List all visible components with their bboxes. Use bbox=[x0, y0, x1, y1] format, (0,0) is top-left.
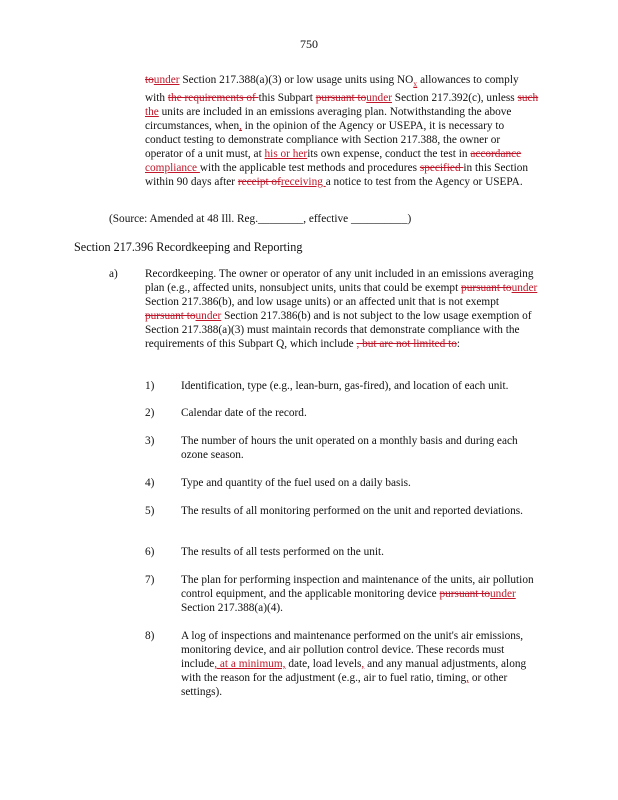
text: this Subpart bbox=[258, 92, 316, 105]
deleted-text: specified bbox=[419, 162, 464, 175]
inserted-text: the bbox=[145, 106, 159, 119]
text: Section 217.388(a)(3) or low usage units using NO bbox=[179, 74, 414, 86]
deleted-text: pursuant to bbox=[439, 588, 491, 600]
inserted-text: compliance bbox=[145, 162, 200, 175]
text: in this Section within 90 days after bbox=[145, 162, 529, 189]
text: : bbox=[456, 338, 461, 350]
text: Section 217.386(b), and low usage units) or an affected unit that is not exempt bbox=[145, 296, 499, 308]
text: Section 217.388(a)(4). bbox=[181, 602, 283, 614]
text: its own expense, conduct the test in bbox=[307, 148, 471, 161]
text: or other settings). bbox=[181, 672, 508, 698]
list-item: Calendar date of the record. bbox=[181, 407, 307, 419]
list-item-number: 1) bbox=[145, 380, 155, 392]
subsection-recordkeeping bbox=[145, 267, 540, 351]
text: in the opinion of the Agency or USEPA, it is necessary to conduct testing to demonstrate compliance with Section 217.388, the owner or operator of a unit must, at bbox=[145, 120, 505, 161]
changed-text: his or her bbox=[264, 148, 308, 161]
list-item: Identification, type (e.g., lean-burn, gas-fired), and location of each unit. bbox=[181, 380, 509, 392]
deleted-text: , but are not limited to bbox=[356, 338, 457, 350]
list-item-number: 5) bbox=[145, 505, 155, 517]
text: The plan for performing inspection and maintenance of the units, air pollution control equipment, and the applicable monitoring device bbox=[181, 574, 534, 600]
list-item-number: 8) bbox=[145, 630, 155, 642]
text: Section 217.392(c), unless bbox=[391, 92, 518, 105]
inserted-text: under bbox=[153, 74, 180, 86]
list-item-number: 7) bbox=[145, 574, 155, 586]
deleted-text: receipt of bbox=[237, 176, 281, 189]
list-item-number: 6) bbox=[145, 546, 155, 558]
inserted-text: , bbox=[239, 120, 242, 133]
text: Section 217.386(b) and is not subject to the low usage exemption of Section 217.388(a)(3) must maintain records that demonstrate compliance with the requirements of this Subpart Q, which include bbox=[145, 310, 532, 350]
list-item bbox=[181, 573, 543, 615]
list-item-number: 3) bbox=[145, 435, 155, 447]
inserted-text: under bbox=[195, 310, 222, 322]
inserted-text: , at a minimum, bbox=[214, 658, 286, 670]
section-heading: Section 217.396 Recordkeeping and Reporting bbox=[74, 240, 303, 254]
inserted-text: under bbox=[490, 588, 516, 600]
deleted-text: such bbox=[517, 92, 539, 105]
page-number: 750 bbox=[300, 37, 318, 51]
subscript-x: x bbox=[413, 79, 418, 89]
list-item: The results of all monitoring performed on the unit and reported deviations. bbox=[181, 505, 523, 517]
deleted-text: the requirements of bbox=[167, 92, 259, 105]
list-item: The number of hours the unit operated on a monthly basis and during each ozone season. bbox=[181, 435, 518, 461]
text: Recordkeeping. The owner or operator of any unit included in an emissions averaging plan (e.g., affected units, nonsubject units, units that could be exempt bbox=[145, 268, 534, 294]
text: and any manual adjustments, along with the reason for the adjustment (e.g., air to fuel ratio, timing bbox=[181, 658, 527, 684]
list-item bbox=[181, 629, 543, 699]
inserted-text: receiving bbox=[280, 176, 326, 189]
source-note: (Source: Amended at 48 Ill. Reg.________, effective __________) bbox=[109, 213, 412, 225]
list-item: Type and quantity of the fuel used on a daily basis. bbox=[181, 477, 411, 489]
inserted-text: , bbox=[361, 658, 365, 670]
paragraph-testing bbox=[145, 73, 540, 189]
text: a notice to test from the Agency or USEPA. bbox=[325, 176, 523, 189]
deleted-text: to bbox=[145, 74, 154, 86]
text: date, load levels bbox=[285, 658, 362, 670]
deleted-text: accordance bbox=[470, 148, 522, 161]
list-item: The results of all tests performed on the unit. bbox=[181, 546, 384, 558]
deleted-text: pursuant to bbox=[145, 310, 196, 322]
text: with the applicable test methods and procedures bbox=[199, 162, 420, 175]
deleted-text: pursuant to bbox=[315, 92, 367, 105]
subsection-label: a) bbox=[109, 268, 118, 280]
inserted-text: , bbox=[466, 672, 469, 684]
list-item-number: 4) bbox=[145, 477, 155, 489]
inserted-text: under bbox=[366, 92, 392, 105]
text: units are included in an emissions averaging plan. Notwithstanding the above circumstances, when bbox=[145, 106, 512, 133]
inserted-text: under bbox=[511, 282, 538, 294]
list-item-number: 2) bbox=[145, 407, 155, 419]
text: allowances to comply with bbox=[145, 74, 519, 105]
deleted-text: pursuant to bbox=[461, 282, 512, 294]
text: A log of inspections and maintenance performed on the unit's air emissions, monitoring device, and air pollution control device. These records must include bbox=[181, 630, 524, 670]
